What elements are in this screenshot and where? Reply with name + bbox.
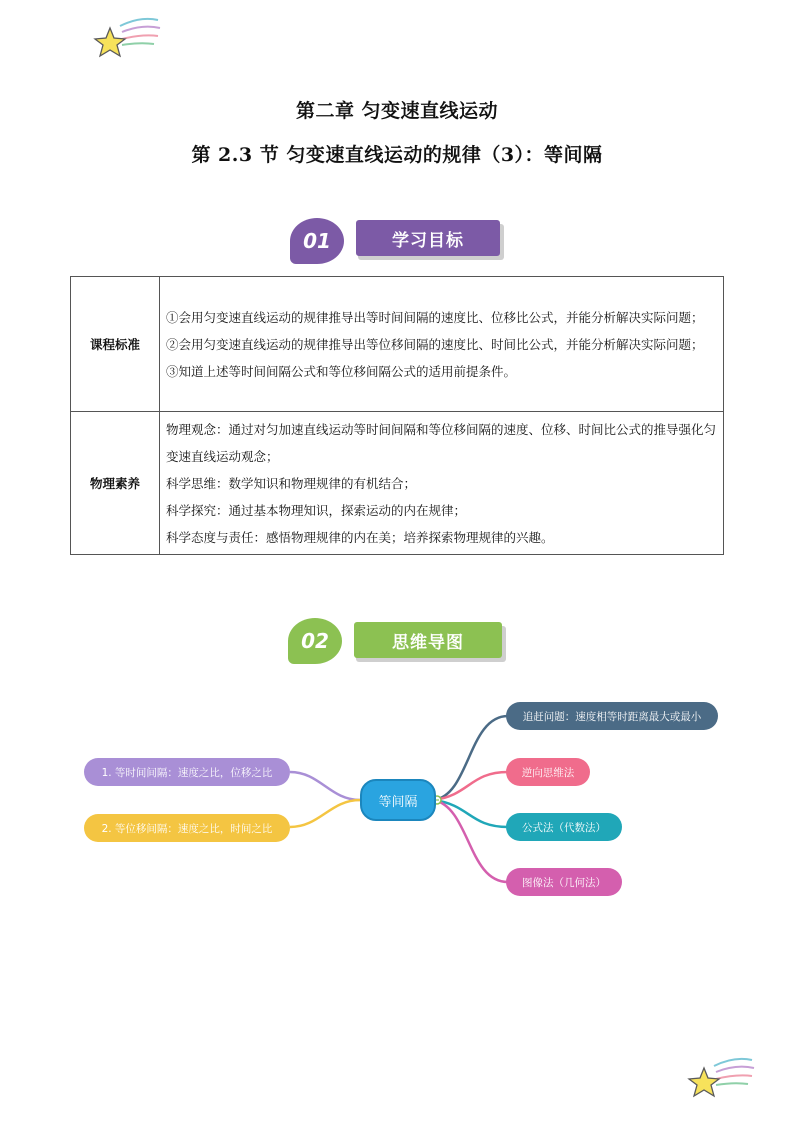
mindmap-left-node: 1. 等时间间隔：速度之比，位移之比 [84, 758, 290, 786]
row-content [160, 277, 724, 412]
shooting-star-icon [686, 1054, 756, 1100]
mindmap-right-node: 图像法（几何法） [506, 868, 622, 896]
mindmap-right-node: 逆向思维法 [506, 758, 590, 786]
section-label: 学习目标 [356, 220, 500, 256]
chapter-title: 第二章 匀变速直线运动 [295, 100, 499, 122]
row-header: 物理素养 [71, 412, 160, 555]
row-content [160, 412, 724, 555]
section-label: 思维导图 [354, 622, 502, 658]
list-item: ②会用匀变速直线运动的规律推导出等位移间隔的速度比、时间比公式，并能分析解决实际问题； [166, 336, 704, 352]
list-item: 科学态度与责任：感悟物理规律的内在美；培养探索物理规律的兴趣。 [166, 529, 554, 545]
section-number-badge: 01 [290, 218, 344, 264]
table-row [71, 277, 724, 412]
section-title: 第 2.3 节 匀变速直线运动的规律（3）：等间隔 [191, 144, 603, 166]
shooting-star-icon [92, 14, 162, 60]
mindmap-left-node: 2. 等位移间隔：速度之比，时间之比 [84, 814, 290, 842]
list-item: 科学思维：数学知识和物理规律的有机结合； [166, 475, 417, 491]
mindmap-center-node: 等间隔 [360, 779, 436, 821]
list-item: ③知道上述等时间间隔公式和等位移间隔公式的适用前提条件。 [166, 363, 517, 379]
table-row [71, 412, 724, 555]
mindmap-right-node: 公式法（代数法） [506, 813, 622, 841]
list-item: ①会用匀变速直线运动的规律推导出等时间间隔的速度比、位移比公式，并能分析解决实际问题； [166, 309, 704, 325]
goals-table [70, 276, 724, 555]
mindmap-right-node: 追赶问题：速度相等时距离最大或最小 [506, 702, 718, 730]
list-item: 科学探究：通过基本物理知识，探索运动的内在规律； [166, 502, 467, 518]
list-item: 物理观念：通过对匀加速直线运动等时间间隔和等位移间隔的速度、位移、时间比公式的推导强化匀变速直线运动观念； [166, 421, 717, 464]
row-header: 课程标准 [71, 277, 160, 412]
section-number-badge: 02 [288, 618, 342, 664]
